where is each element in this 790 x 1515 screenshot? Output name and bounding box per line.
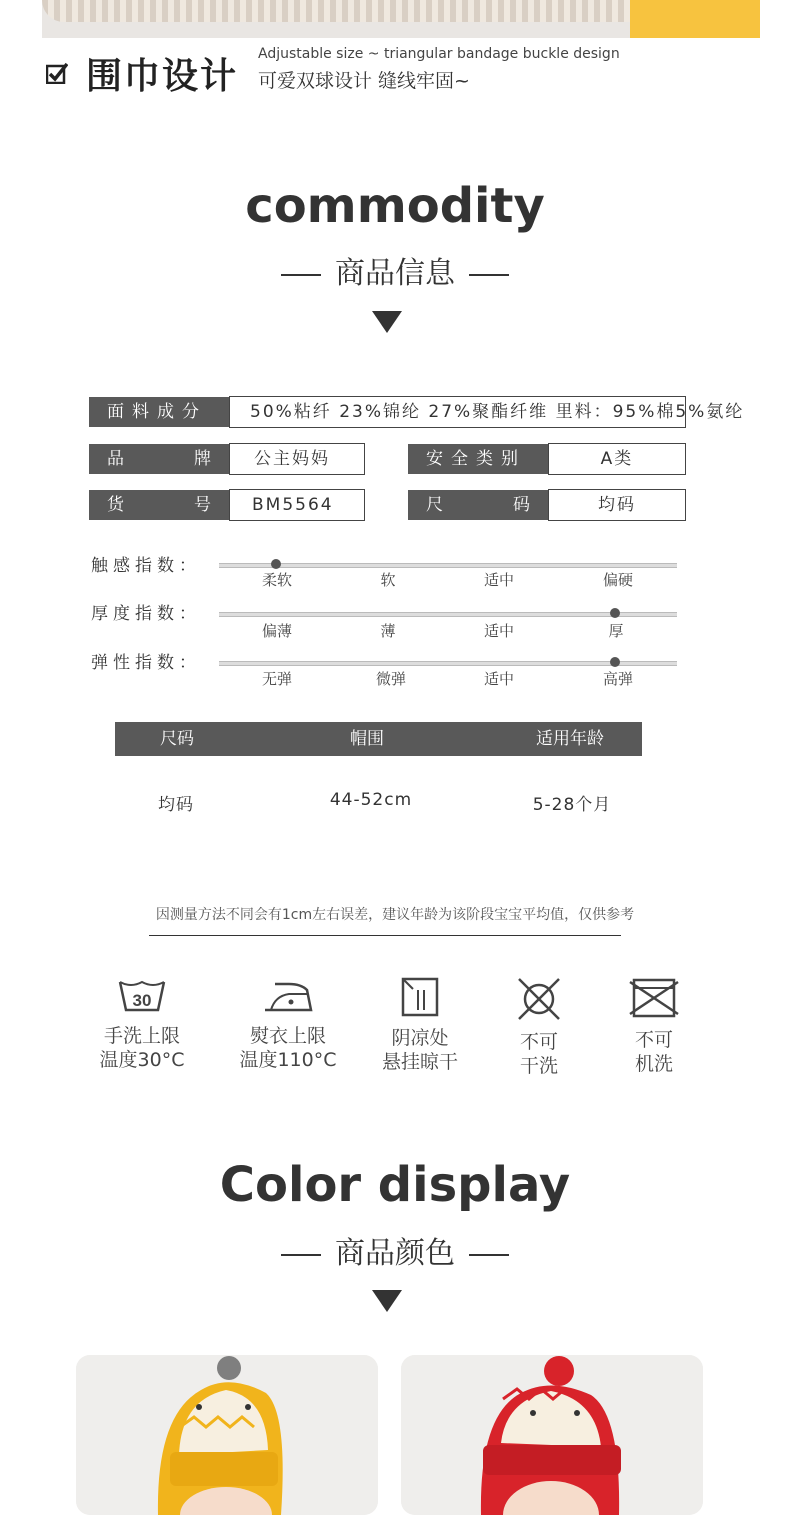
down-triangle-icon [372, 1290, 402, 1312]
divider-line [469, 274, 509, 276]
size-label-b: 码 [513, 495, 530, 515]
divider-line [281, 274, 321, 276]
measurement-note: 因测量方法不同会有1cm左右误差，建议年龄为该阶段宝宝平均值，仅供参考 [155, 907, 635, 923]
size-label-a: 尺 [426, 495, 443, 515]
fabric-label: 面料成分 [89, 397, 229, 427]
divider-line [281, 1254, 321, 1256]
no-dry-clean-icon [516, 976, 562, 1022]
touch-index-track [219, 563, 677, 568]
knit-texture [42, 0, 682, 22]
color-title-cn-wrap [0, 1228, 790, 1272]
touch-index-marker [271, 559, 281, 569]
wash-temp-badge: 30 [132, 991, 152, 1010]
elasticity-tick: 无弹 [261, 670, 292, 688]
yellow-accent [630, 0, 760, 38]
brand-label-b: 牌 [194, 449, 211, 469]
circumference-col-header: 帽围 [350, 729, 384, 749]
color-title-cn: 商品颜色 [335, 1236, 455, 1271]
care-line1: 不可 [634, 1029, 673, 1051]
fabric-value: 50%粘纤 23%锦纶 27%聚酯纤维 里料：95%棉5%氨纶 [229, 396, 686, 428]
care-line2: 悬挂晾干 [381, 1051, 458, 1073]
brand-value: 公主妈妈 [229, 443, 365, 475]
no-machine-wash-icon [628, 976, 680, 1020]
circumference-cell: 44-52cm [329, 790, 413, 810]
care-line1: 不可 [519, 1031, 558, 1053]
iron-icon [261, 976, 315, 1016]
thickness-tick: 适中 [483, 622, 514, 640]
size-col-header: 尺码 [160, 729, 194, 749]
care-text [594, 1028, 714, 1076]
care-line1: 阴凉处 [391, 1027, 449, 1049]
care-item-no-machine-wash [594, 976, 714, 1076]
care-line2: 机洗 [634, 1053, 673, 1075]
age-col-header: 适用年龄 [536, 729, 604, 749]
thickness-tick: 厚 [608, 622, 624, 640]
care-line2: 温度30°C [99, 1049, 185, 1071]
scarf-subtitle-en: Adjustable size ~ triangular bandage buckle design [258, 46, 620, 62]
touch-index-label: 触感指数： [91, 556, 201, 576]
scarf-subtitle-cn: 可爱双球设计 缝线牢固~ [258, 70, 470, 92]
elasticity-index-label: 弹性指数： [91, 653, 201, 673]
size-table-header [115, 722, 642, 756]
item-no-value: BM5564 [229, 489, 365, 521]
color-display-title-en: Color display [219, 1157, 571, 1213]
elasticity-tick: 微弹 [375, 670, 406, 688]
elasticity-tick: 高弹 [602, 670, 633, 688]
elasticity-tick: 适中 [483, 670, 514, 688]
shade-dry-icon [400, 976, 440, 1018]
item-label-b: 号 [194, 495, 211, 515]
touch-tick: 软 [380, 571, 396, 589]
size-value: 均码 [548, 489, 686, 521]
care-text [479, 1030, 599, 1078]
checkbox-checked-icon [46, 62, 68, 84]
commodity-title-cn: 商品信息 [335, 256, 455, 291]
care-line2: 温度110°C [239, 1049, 337, 1071]
safety-label: 安全类别 [408, 444, 548, 474]
safety-value: A类 [548, 443, 686, 475]
product-photo-yellow[interactable] [76, 1355, 378, 1515]
divider-line [469, 1254, 509, 1256]
care-text [82, 1024, 202, 1072]
thickness-index-marker [610, 608, 620, 618]
care-item-iron [228, 976, 348, 1072]
size-label [408, 490, 548, 520]
care-item-hand-wash [82, 976, 202, 1072]
brand-label [89, 444, 229, 474]
commodity-title-cn-wrap [0, 248, 790, 292]
commodity-title-en: commodity [245, 178, 545, 234]
hand-wash-30-icon [117, 976, 167, 1016]
touch-tick: 适中 [483, 571, 514, 589]
age-cell: 5-28个月 [532, 795, 612, 815]
elasticity-index-marker [610, 657, 620, 667]
care-item-no-dry-clean [479, 976, 599, 1078]
touch-tick: 偏硬 [602, 571, 633, 589]
size-cell: 均码 [158, 795, 194, 815]
touch-tick: 柔软 [261, 571, 292, 589]
thickness-index-label: 厚度指数： [91, 604, 201, 624]
top-product-banner [42, 0, 760, 38]
down-triangle-icon [372, 311, 402, 333]
yellow-hat-image [76, 1355, 378, 1515]
scarf-design-title: 围巾设计 [86, 56, 239, 97]
care-line1: 熨衣上限 [249, 1025, 326, 1047]
thickness-tick: 薄 [380, 622, 396, 640]
care-line1: 手洗上限 [103, 1025, 180, 1047]
care-line2: 干洗 [519, 1055, 558, 1077]
care-text [360, 1026, 480, 1074]
brand-label-a: 品 [107, 449, 124, 469]
elasticity-index-track [219, 661, 677, 666]
thickness-tick: 偏薄 [261, 622, 292, 640]
product-photo-red[interactable] [401, 1355, 703, 1515]
care-item-shade-dry [360, 976, 480, 1074]
item-label-a: 货 [107, 495, 124, 515]
item-no-label [89, 490, 229, 520]
red-hat-image [401, 1355, 703, 1515]
note-underline [149, 935, 621, 936]
care-text [228, 1024, 348, 1072]
thickness-index-track [219, 612, 677, 617]
